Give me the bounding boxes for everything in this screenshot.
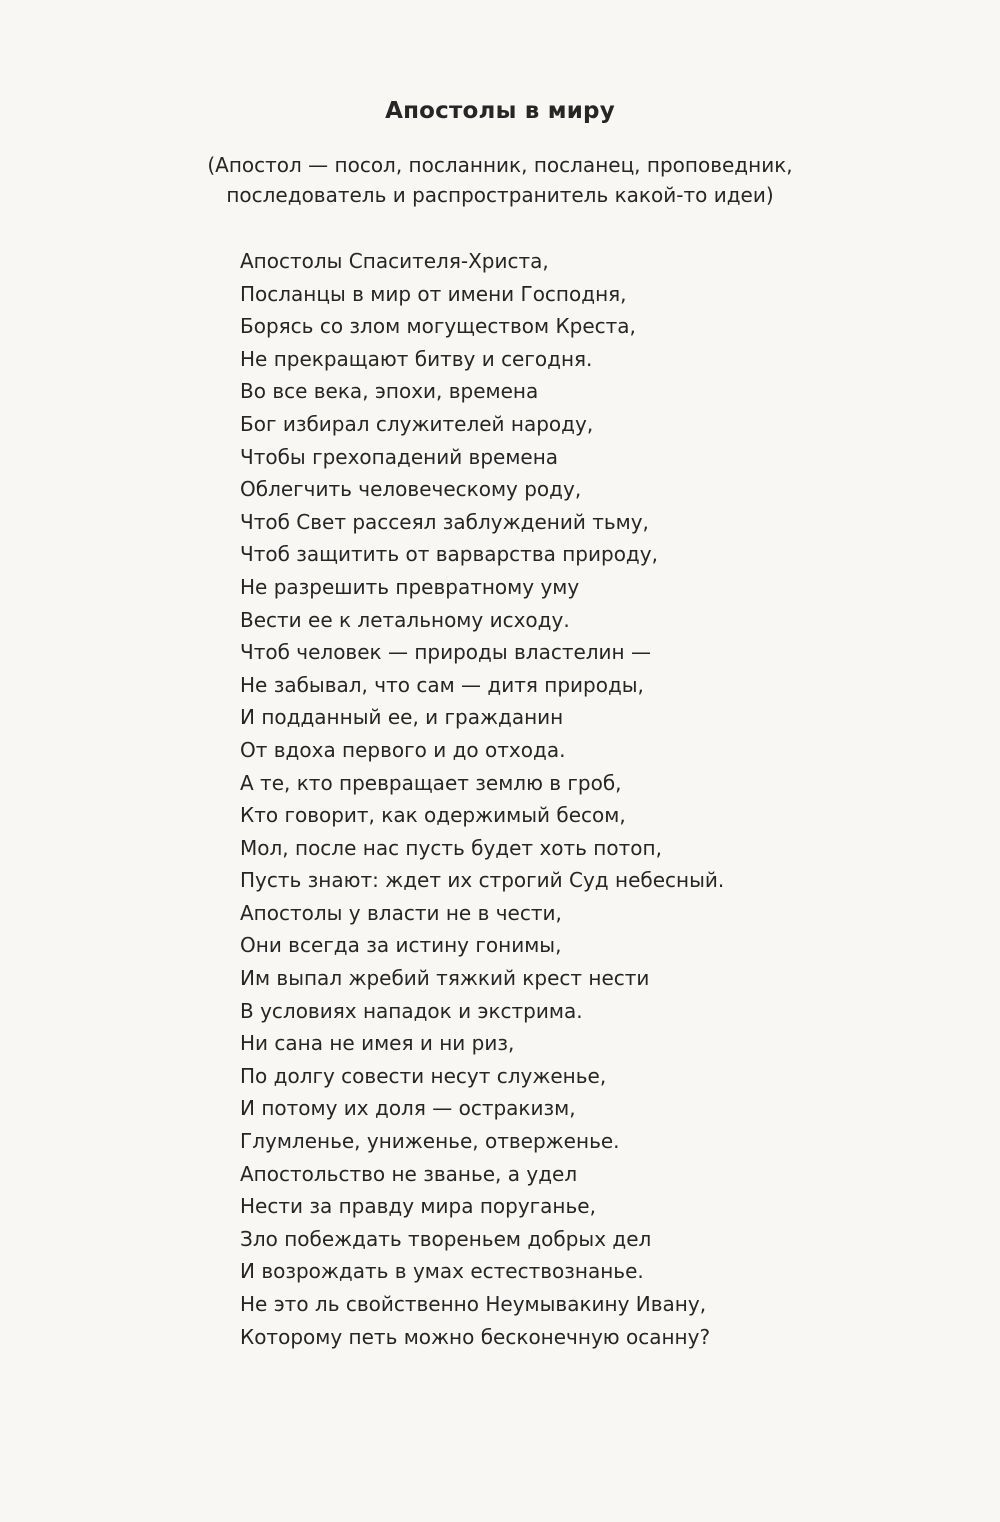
- poem-line: Чтоб Свет рассеял заблуждений тьму,: [240, 509, 649, 534]
- poem-line: И подданный ее, и гражданин: [240, 705, 564, 730]
- poem-line: Мол, после нас пусть будет хоть потоп,: [240, 835, 662, 860]
- poem-line: Нести за правду мира поруганье,: [240, 1194, 596, 1219]
- poem-line: Чтоб защитить от варварства природу,: [240, 542, 658, 567]
- poem-line: Они всегда за истину гонимы,: [240, 933, 562, 958]
- poem-line: В условиях нападок и экстрима.: [240, 998, 583, 1023]
- subtitle-line: (Апостол — посол, посланник, посланец, проповедник,: [207, 153, 793, 177]
- poem-line: И возрождать в умах естествознанье.: [240, 1259, 644, 1284]
- poem-line: Ни сана не имея и ни риз,: [240, 1031, 515, 1056]
- poem-title: Апостолы в миру: [385, 98, 615, 124]
- subtitle-line: последователь и распространитель какой-то идеи): [226, 183, 774, 207]
- poem-line: Глумленье, униженье, отверженье.: [240, 1129, 620, 1154]
- poem-line: Облегчить человеческому роду,: [240, 477, 582, 502]
- poem-line: От вдоха первого и до отхода.: [240, 737, 566, 762]
- poem-line: Которому петь можно бесконечную осанну?: [240, 1324, 711, 1349]
- poem-line: Во все века, эпохи, времена: [240, 379, 539, 404]
- poem-line: А те, кто превращает землю в гроб,: [240, 770, 622, 795]
- poem-line: Им выпал жребий тяжкий крест нести: [240, 966, 650, 991]
- poem-line: Не это ль свойственно Неумывакину Ивану,: [240, 1292, 707, 1316]
- poem-line: Не забывал, что сам — дитя природы,: [240, 672, 644, 697]
- poem-line: Чтобы грехопадений времена: [240, 444, 559, 469]
- poem-subtitle: [0, 150, 1000, 210]
- poem-line: Не разрешить превратному уму: [240, 574, 580, 599]
- poem-line: Апостольство не званье, а удел: [240, 1161, 578, 1186]
- poem-line: Апостолы Спасителя-Христа,: [240, 249, 549, 273]
- poem-body: [240, 245, 724, 1353]
- poem-line: Посланцы в мир от имени Господня,: [240, 281, 627, 306]
- poem-line: Борясь со злом могуществом Креста,: [240, 314, 636, 339]
- poem-line: Вести ее к летальному исходу.: [240, 607, 570, 632]
- poem-line: Зло побеждать твореньем добрых дел: [240, 1226, 652, 1251]
- poem-line: И потому их доля — остракизм,: [240, 1096, 576, 1121]
- poem-line: Пусть знают: ждет их строгий Суд небесный.: [240, 868, 725, 893]
- poem-line: Чтоб человек — природы властелин —: [240, 640, 651, 665]
- poem-line: Бог избирал служителей народу,: [240, 411, 594, 436]
- poem-line: Кто говорит, как одержимый бесом,: [240, 803, 626, 828]
- poem-line: Не прекращают битву и сегодня.: [240, 346, 593, 371]
- poem-line: Апостолы у власти не в чести,: [240, 900, 562, 925]
- poem-line: По долгу совести несут служенье,: [240, 1063, 607, 1088]
